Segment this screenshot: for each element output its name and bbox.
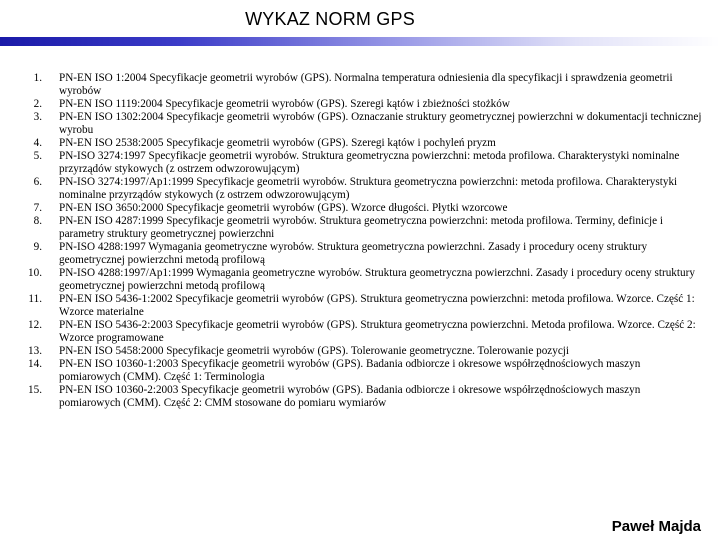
list-item: [22, 72, 702, 98]
list-item-number: 2.: [33, 98, 42, 110]
list-item-spacer: [42, 98, 59, 111]
list-item-number: 4.: [33, 137, 42, 149]
list-item-text: PN-EN ISO 5436-2:2003 Specyfikacje geometrii wyrobów (GPS). Struktura geometryczna powierzchni. Metoda profilowa. Wzorce. Część 2: Wzorce programowane: [59, 319, 696, 344]
list-item-spacer: [42, 345, 59, 358]
list-item-text: PN-EN ISO 4287:1999 Specyfikacje geometrii wyrobów. Struktura geometryczna powierzchni: metoda profilowa. Terminy, definicje i parametry struktury geometrycznej powierzchni: [59, 215, 664, 240]
list-item-number: 10.: [28, 267, 42, 279]
list-item-text: PN-EN ISO 1:2004 Specyfikacje geometrii wyrobów (GPS). Normalna temperatura odniesienia dla specyfikacji i sprawdzenia geometrii wyrobów: [59, 72, 673, 97]
list-item: [22, 345, 702, 358]
list-item-number: 3.: [33, 111, 42, 123]
list-item-text: PN-EN ISO 1302:2004 Specyfikacje geometrii wyrobów (GPS). Oznaczanie struktury geometrycznej powierzchni w dokumentacji technicznej wyrobu: [59, 111, 702, 136]
list-item-text: PN-EN ISO 1119:2004 Specyfikacje geometrii wyrobów (GPS). Szeregi kątów i zbieżności stożków: [59, 98, 510, 110]
list-item: [22, 137, 702, 150]
list-item-spacer: [42, 384, 59, 410]
list-item-spacer: [42, 293, 59, 319]
list-item: [22, 358, 702, 384]
list-item-spacer: [42, 111, 59, 137]
list-item-number: 14.: [28, 358, 42, 370]
list-item-text: PN-ISO 3274:1997/Ap1:1999 Specyfikacje geometrii wyrobów. Struktura geometryczna powierzchni: metoda profilowa. Charakterystyki nominalne przyrządów stykowych (z ostrzem odwzorowującym): [59, 176, 678, 201]
list-item-text: PN-EN ISO 10360-1:2003 Specyfikacje geometrii wyrobów (GPS). Badania odbiorcze i okresowe współrzędnościowych maszyn pomiarowych (CMM). Część 1: Terminologia: [59, 358, 641, 383]
list-item-spacer: [42, 358, 59, 384]
list-item-text: PN-EN ISO 3650:2000 Specyfikacje geometrii wyrobów (GPS). Wzorce długości. Płytki wzorcowe: [59, 202, 508, 214]
list-item: [22, 293, 702, 319]
list-item: [22, 384, 702, 410]
list-item: [22, 176, 702, 202]
list-item-spacer: [42, 150, 59, 176]
list-item-text: PN-EN ISO 5436-1:2002 Specyfikacje geometrii wyrobów (GPS). Struktura geometryczna powierzchni: metoda profilowa. Wzorce. Część 1: Wzorce materialne: [59, 293, 695, 318]
list-item: [22, 215, 702, 241]
list-item-text: PN-EN ISO 10360-2:2003 Specyfikacje geometrii wyrobów (GPS). Badania odbiorcze i okresowe współrzędnościowych maszyn pomiarowych (CMM). Część 2: CMM stosowane do pomiaru wymiarów: [59, 384, 641, 409]
list-item-spacer: [42, 137, 59, 150]
list-item-spacer: [42, 267, 59, 293]
list-item-number: 8.: [33, 215, 42, 227]
list-item-text: PN-ISO 4288:1997 Wymagania geometryczne wyrobów. Struktura geometryczna powierzchni. Zasady i procedury oceny struktury geometrycznej powierzchni metodą profilową: [59, 241, 648, 266]
list-item: [22, 150, 702, 176]
list-item: [22, 319, 702, 345]
list-item-spacer: [42, 215, 59, 241]
list-item-spacer: [42, 319, 59, 345]
title-underline-bar: [0, 37, 720, 46]
list-item-text: PN-ISO 3274:1997 Specyfikacje geometrii wyrobów. Struktura geometryczna powierzchni: metoda profilowa. Charakterystyki nominalne przyrządów stykowych (z ostrzem odwzorowującym): [59, 150, 680, 175]
list-item: [22, 241, 702, 267]
list-item-spacer: [42, 72, 59, 98]
list-item-number: 12.: [28, 319, 42, 331]
list-item-number: 6.: [33, 176, 42, 188]
list-item: [22, 202, 702, 215]
list-item-number: 13.: [28, 345, 42, 357]
list-item-text: PN-ISO 4288:1997/Ap1:1999 Wymagania geometryczne wyrobów. Struktura geometryczna powierzchni. Zasady i procedury oceny struktury geometrycznej powierzchni metodą profilową: [59, 267, 695, 292]
list-item-number: 11.: [28, 293, 42, 305]
page-title: WYKAZ NORM GPS: [245, 9, 415, 29]
list-item-number: 5.: [33, 150, 42, 162]
list-item-number: 9.: [33, 241, 42, 253]
list-item: [22, 111, 702, 137]
list-item: [22, 98, 702, 111]
list-item-spacer: [42, 241, 59, 267]
list-item-spacer: [42, 176, 59, 202]
norm-list: [22, 72, 702, 410]
list-item-text: PN-EN ISO 5458:2000 Specyfikacje geometrii wyrobów (GPS). Tolerowanie geometryczne. Tolerowanie pozycji: [59, 345, 570, 357]
list-item-number: 7.: [33, 202, 42, 214]
list-item-spacer: [42, 202, 59, 215]
list-item-number: 1.: [33, 72, 42, 84]
list-item: [22, 267, 702, 293]
list-item-number: 15.: [28, 384, 42, 396]
author-name: Paweł Majda: [611, 518, 701, 535]
list-item-text: PN-EN ISO 2538:2005 Specyfikacje geometrii wyrobów (GPS). Szeregi kątów i pochyleń pryzm: [59, 137, 496, 149]
